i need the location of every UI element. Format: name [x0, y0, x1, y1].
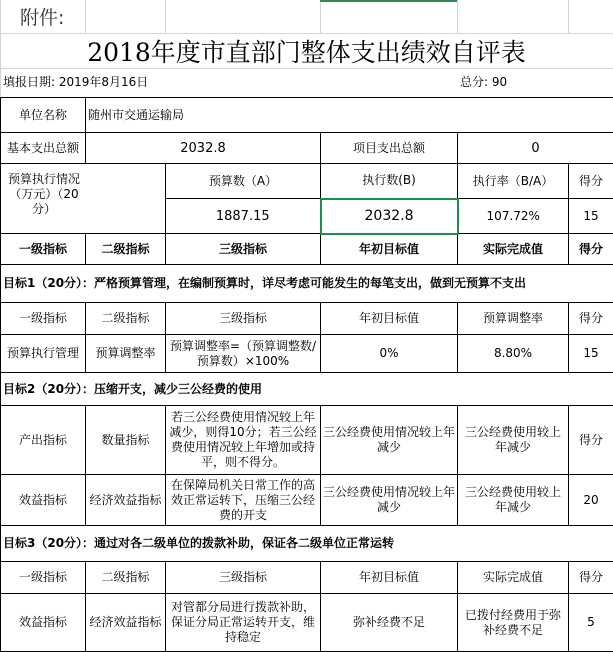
g3-level1[interactable]: 效益指标	[1, 594, 86, 652]
g3-h-target[interactable]: 年初目标值	[321, 562, 458, 594]
g3-score[interactable]: 5	[569, 594, 613, 652]
goal1-row	[1, 265, 613, 303]
g2r2-level2[interactable]: 经济效益指标	[86, 475, 166, 526]
g2r2-score[interactable]: 20	[569, 475, 613, 526]
attachment-label: 附件:	[20, 3, 64, 30]
g2r1-score[interactable]: 得分	[569, 406, 613, 475]
g2r1-actual[interactable]: 三公经费使用较上年减少	[458, 406, 569, 475]
g3-h-level1[interactable]: 一级指标	[1, 562, 86, 594]
main-header-row	[1, 234, 613, 265]
g1-h-target[interactable]: 年初目标值	[321, 303, 458, 335]
g1-level1[interactable]: 预算执行管理	[1, 335, 86, 373]
goal3-data-row	[1, 594, 613, 652]
budget-header-row	[1, 164, 613, 199]
goal1-data-row	[1, 335, 613, 373]
col-level2[interactable]: 二级指标	[86, 234, 166, 265]
project-value[interactable]: 0	[458, 133, 613, 164]
g1-h-level1[interactable]: 一级指标	[1, 303, 86, 335]
g2r1-target[interactable]: 三公经费使用情况较上年减少	[321, 406, 458, 475]
col-level1[interactable]: 一级指标	[1, 234, 86, 265]
g3-h-score[interactable]: 得分	[569, 562, 613, 594]
score-head[interactable]: 得分	[569, 164, 613, 199]
project-label[interactable]: 项目支出总额	[321, 133, 458, 164]
page-title: 2018年度市直部门整体支出绩效自评表	[0, 33, 613, 69]
goal1-text[interactable]: 目标1（20分）：严格预算管理，在编制预算时，详尽考虑可能发生的每笔支出，做到无预算不支出	[1, 265, 613, 303]
evaluation-table	[0, 97, 613, 652]
basic-row	[1, 133, 613, 164]
col-actual[interactable]: 实际完成值	[458, 234, 569, 265]
g1-h-rate[interactable]: 预算调整率	[458, 303, 569, 335]
g1-score[interactable]: 15	[569, 335, 613, 373]
goal2-text[interactable]: 目标2（20分）：压缩开支，减少三公经费的使用	[1, 373, 613, 406]
g2r2-level1[interactable]: 效益指标	[1, 475, 86, 526]
g1-h-score[interactable]: 得分	[569, 303, 613, 335]
g1-h-level2[interactable]: 二级指标	[86, 303, 166, 335]
g3-h-level2[interactable]: 二级指标	[86, 562, 166, 594]
g3-h-actual[interactable]: 实际完成值	[458, 562, 569, 594]
col-score[interactable]: 得分	[569, 234, 613, 265]
active-column-indicator	[320, 0, 457, 2]
g1-level3[interactable]: 预算调整率=（预算调整数/预算数）×100%	[166, 335, 321, 373]
g1-h-level3[interactable]: 三级指标	[166, 303, 321, 335]
rate-value[interactable]: 107.72%	[458, 199, 569, 234]
g3-target[interactable]: 弥补经费不足	[321, 594, 458, 652]
basic-label[interactable]: 基本支出总额	[1, 133, 86, 164]
g2r2-actual[interactable]: 三公经费使用较上年减少	[458, 475, 569, 526]
rate-head[interactable]: 执行率（B/A）	[458, 164, 569, 199]
exec-value-selected-cell[interactable]: 2032.8	[321, 199, 458, 234]
col-target[interactable]: 年初目标值	[321, 234, 458, 265]
g2r1-level3[interactable]: 若三公经费使用情况较上年减少，则得10分；若三公经费使用情况较上年增加或持平，则不得分。	[166, 406, 321, 475]
g2r1-level1[interactable]: 产出指标	[1, 406, 86, 475]
budget-label[interactable]: 预算执行情况（万元）（20分）	[3, 172, 85, 217]
col-level3[interactable]: 三级指标	[166, 234, 321, 265]
budget-score[interactable]: 15	[569, 199, 613, 234]
goal2-data-row-1	[1, 406, 613, 475]
total-score: 总分: 90	[460, 73, 507, 90]
g1-rate[interactable]: 8.80%	[458, 335, 569, 373]
g2r1-level2[interactable]: 数量指标	[86, 406, 166, 475]
g1-level2[interactable]: 预算调整率	[86, 335, 166, 373]
g3-h-level3[interactable]: 三级指标	[166, 562, 321, 594]
basic-value[interactable]: 2032.8	[86, 133, 321, 164]
g2r2-level3[interactable]: 在保障局机关日常工作的高效正常运转下，压缩三公经费的开支	[166, 475, 321, 526]
goal1-header-row	[1, 303, 613, 335]
goal3-text[interactable]: 目标3（20分）：通过对各二级单位的拨款补助，保证各二级单位正常运转	[1, 526, 613, 562]
unit-value[interactable]: 随州市交通运输局	[86, 98, 613, 133]
exec-head[interactable]: 执行数(B)	[321, 164, 458, 199]
g1-target[interactable]: 0%	[321, 335, 458, 373]
goal2-row	[1, 373, 613, 406]
g2r2-target[interactable]: 三公经费使用情况较上年减少	[321, 475, 458, 526]
budget-head[interactable]: 预算数（A）	[166, 164, 321, 199]
g3-actual[interactable]: 已拨付经费用于弥补经费不足	[458, 594, 569, 652]
unit-label[interactable]: 单位名称	[1, 98, 86, 133]
g3-level3[interactable]: 对管都分局进行拨款补助，保证分局正常运转开支，维持稳定	[166, 594, 321, 652]
g3-level2[interactable]: 经济效益指标	[86, 594, 166, 652]
unit-row	[1, 98, 613, 133]
goal2-data-row-2	[1, 475, 613, 526]
budget-value[interactable]: 1887.15	[166, 199, 321, 234]
goal3-header-row	[1, 562, 613, 594]
fill-date: 填报日期: 2019年8月16日	[3, 73, 148, 90]
goal3-row	[1, 526, 613, 562]
